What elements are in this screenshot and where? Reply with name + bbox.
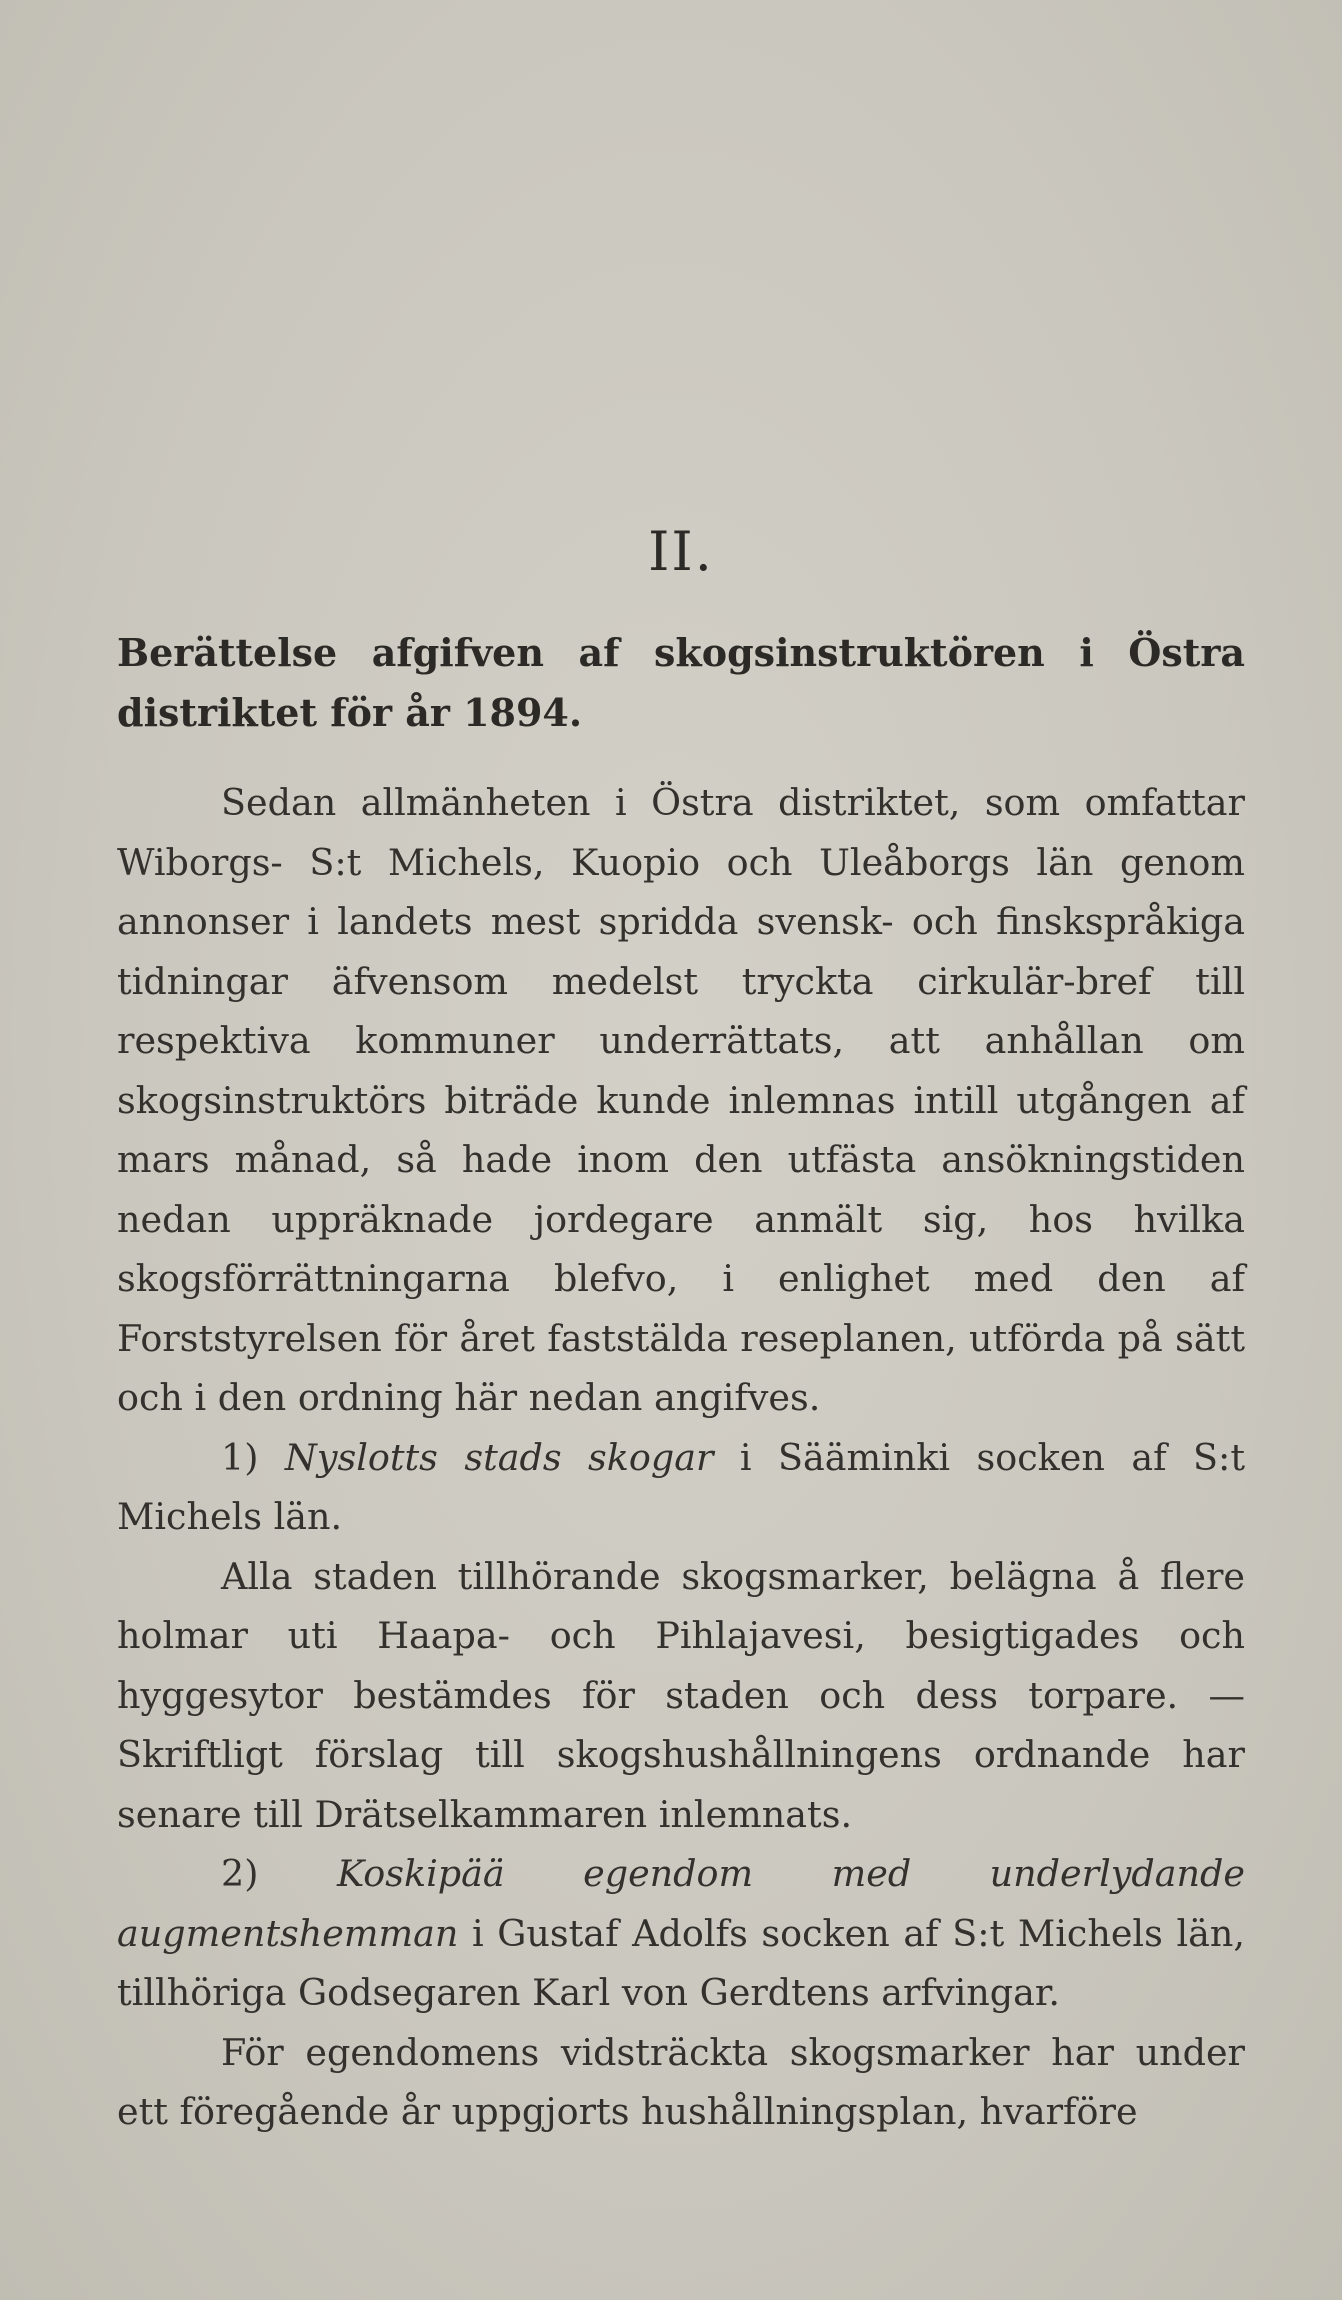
paragraph-item-1: Alla staden tillhörande skogsmarker, belägna å flere holmar uti Haapa- och Pihlajavesi, besigtigades och hyggesytor bestämdes för staden och dess torpare. — Skriftligt förslag till skogshushållningens ordnande har senare till Drätselkammaren inlemnats. (117, 1554, 1245, 1836)
paragraph-item-2: För egendomens vidsträckta skogsmarker har under ett föregående år uppgjorts hushållningsplan, hvarföre (117, 2030, 1245, 2133)
item-title: Koskipää egendom med underlydande augmentshemman (117, 1852, 1245, 1955)
page-text (117, 520, 1245, 2142)
item-location: i Gustaf Adolfs socken af S:t Michels län, tillhöriga Godsegaren Karl von Gerdtens arfvingar. (117, 1911, 1245, 2014)
item-2-heading (117, 1844, 1245, 2023)
item-title: Nyslotts stads skogar (284, 1435, 714, 1479)
item-location: i Sääminki socken af S:t Michels län. (117, 1435, 1245, 1538)
item-1-heading (117, 1428, 1245, 1547)
item-number: 1) (221, 1435, 259, 1479)
item-number: 2) (221, 1852, 259, 1895)
report-heading: Berättelse afgifven af skogsinstruktören i Östra distriktet för år 1894. (117, 630, 1245, 735)
section-number: II. (648, 520, 714, 583)
paragraph-intro: Sedan allmänheten i Östra distriktet, som omfattar Wiborgs- S:t Michels, Kuopio och Uleåborgs län genom annonser i landets mest spridda svensk- och finskspråkiga tidningar äfvensom medelst tryckta cirkulär-bref till respektiva kommuner underrättats, att anhållan om skogsinstruktörs biträde kunde inlemnas intill utgången af mars månad, så hade inom den utfästa ansökningstiden nedan uppräknade jordegare anmält sig, hos hvilka skogsförrättningarna blefvo, i enlighet med den af Forststyrelsen för året faststälda reseplanen, utförda på sätt och i den ordning här nedan angifves. (117, 781, 1245, 1419)
